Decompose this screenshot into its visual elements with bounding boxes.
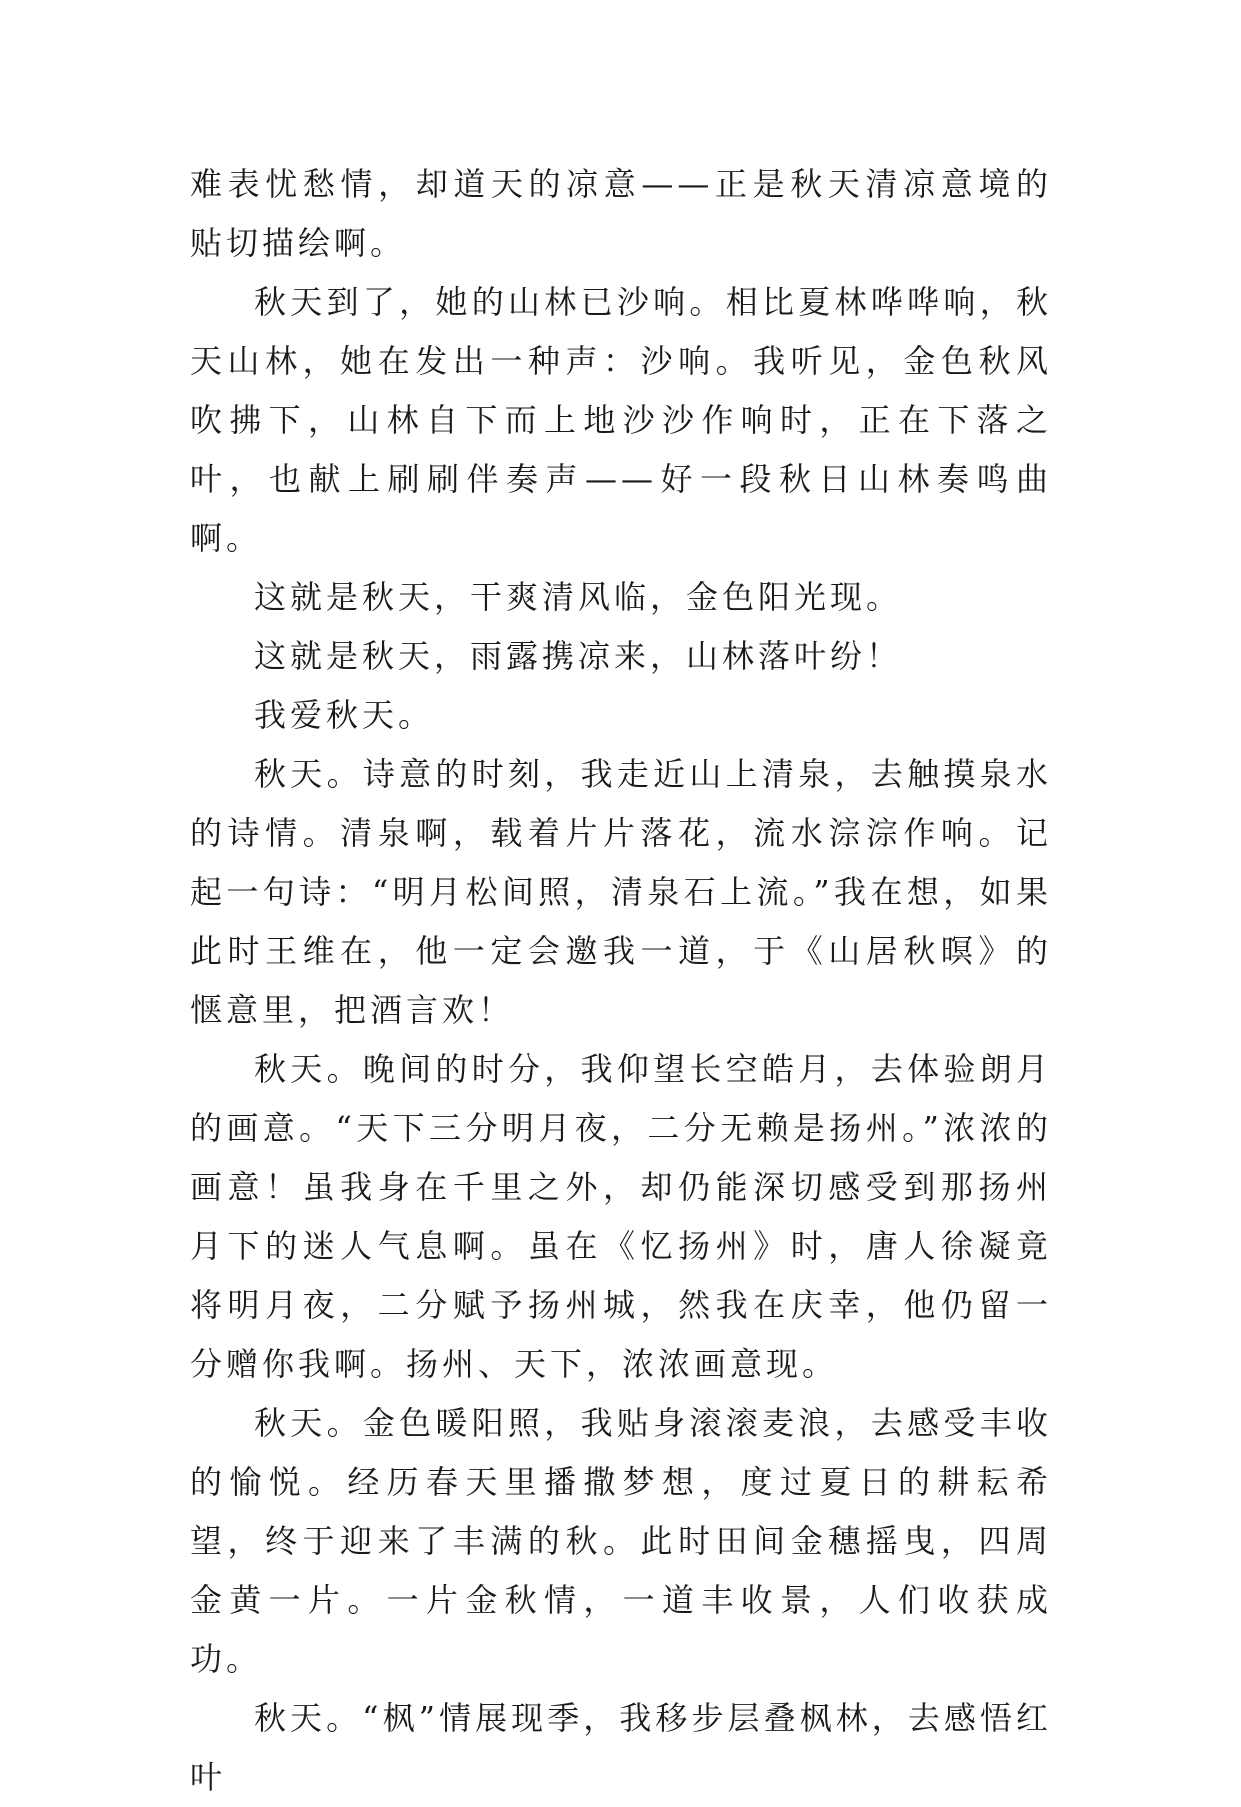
paragraph-9: 秋天。“枫”情展现季，我移步层叠枫林，去感悟红叶	[190, 1699, 1052, 1796]
paragraph-4: 这就是秋天，雨露携凉来，山林落叶纷！	[254, 637, 903, 675]
document-body	[190, 155, 1052, 1807]
paragraph-3: 这就是秋天，干爽清风临，金色阳光现。	[254, 578, 903, 616]
paragraph-7: 秋天。晚间的时分，我仰望长空皓月，去体验朗月的画意。“天下三分明月夜，二分无赖是扬州。”浓浓的画意！虽我身在千里之外，却仍能深切感受到那扬州月下的迷人气息啊。虽在《忆扬州》时，唐人徐凝竟将明月夜，二分赋予扬州城，然我在庆幸，他仍留一分赠你我啊。扬州、天下，浓浓画意现。	[190, 1050, 1052, 1383]
paragraph-6: 秋天。诗意的时刻，我走近山上清泉，去触摸泉水的诗情。清泉啊，载着片片落花，流水淙淙作响。记起一句诗：“明月松间照，清泉石上流。”我在想，如果此时王维在，他一定会邀我一道，于《山居秋暝》的惬意里，把酒言欢！	[190, 755, 1052, 1029]
paragraph-2: 秋天到了，她的山林已沙响。相比夏林哗哗响，秋天山林，她在发出一种声：沙响。我听见，金色秋风吹拂下，山林自下而上地沙沙作响时，正在下落之叶，也献上刷刷伴奏声——好一段秋日山林奏鸣曲啊。	[190, 283, 1052, 557]
paragraph-8: 秋天。金色暖阳照，我贴身滚滚麦浪，去感受丰收的愉悦。经历春天里播撒梦想，度过夏日的耕耘希望，终于迎来了丰满的秋。此时田间金穗摇曳，四周金黄一片。一片金秋情，一道丰收景，人们收获成功。	[190, 1404, 1052, 1678]
paragraph-1: 难表忧愁情，却道天的凉意——正是秋天清凉意境的贴切描绘啊。	[190, 165, 1052, 262]
paragraph-5: 我爱秋天。	[254, 696, 435, 734]
